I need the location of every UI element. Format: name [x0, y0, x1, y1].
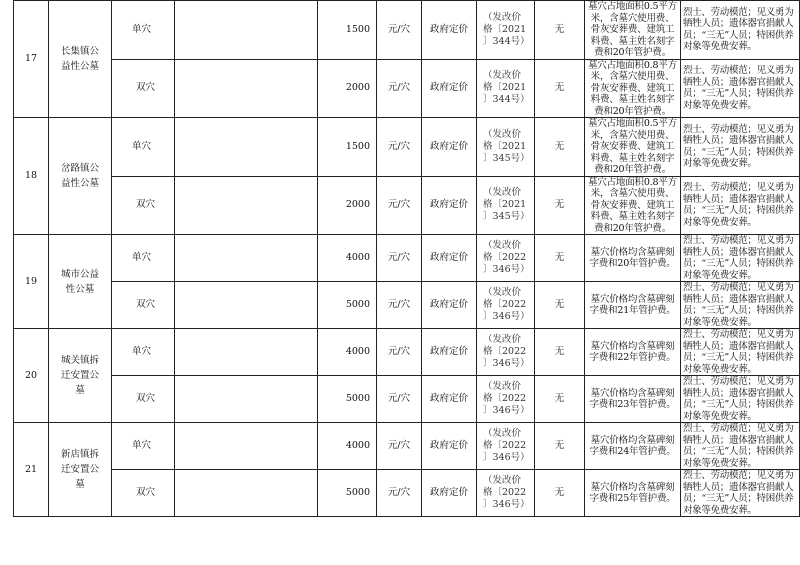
pricing-method: 政府定价	[422, 1, 477, 60]
price-note: 墓穴价格均含墓碑刻字费和20年管护费。	[585, 235, 681, 282]
cemetery-name: 长集镇公益性公墓	[49, 1, 112, 118]
price-note: 墓穴占地面积0.5平方米，含墓穴使用费、骨灰安葬费、建筑工料费、墓主姓名刻字费和20年管护费。	[585, 118, 681, 177]
price-value: 5000	[318, 376, 377, 423]
price-unit: 元/穴	[377, 282, 422, 329]
row-index: 17	[14, 1, 49, 118]
grave-type: 单穴	[112, 329, 175, 376]
policy-document	[477, 376, 535, 423]
policy-document-line: 格〔2022	[483, 252, 527, 263]
extra-fee: 无	[535, 470, 585, 517]
policy-document-line: 格〔2021	[483, 23, 527, 35]
policy-document-line: （发改价	[483, 334, 522, 345]
policy-document-line: 〕346号）	[483, 311, 530, 322]
policy-document-line: （发改价	[483, 428, 522, 439]
empty-cell	[175, 176, 318, 235]
extra-fee: 无	[535, 235, 585, 282]
empty-cell	[175, 282, 318, 329]
free-burial-policy: 烈士、劳动模范；见义勇为牺牲人员；遗体器官捐献人员；“三无”人员；特困供养对象等免费安葬。	[681, 282, 800, 329]
price-note: 墓穴占地面积0.8平方米，含墓穴使用费、骨灰安葬费、建筑工料费、墓主姓名刻字费和20年管护费。	[585, 176, 681, 235]
grave-type: 双穴	[112, 176, 175, 235]
price-unit: 元/穴	[377, 376, 422, 423]
price-value: 4000	[318, 329, 377, 376]
policy-document-line: 格〔2021	[483, 140, 527, 152]
cemetery-name: 新店镇拆迁安置公墓	[49, 423, 112, 517]
policy-document-line: 格〔2021	[483, 82, 527, 94]
extra-fee: 无	[535, 423, 585, 470]
policy-document	[477, 59, 535, 118]
table-row	[14, 329, 800, 376]
price-value: 5000	[318, 282, 377, 329]
policy-document-line: 〕346号）	[483, 499, 530, 510]
extra-fee: 无	[535, 118, 585, 177]
free-burial-policy: 烈士、劳动模范；见义勇为牺牲人员；遗体器官捐献人员；“三无”人员；特困供养对象等免费安葬。	[681, 329, 800, 376]
extra-fee: 无	[535, 329, 585, 376]
cemetery-name: 城关镇拆迁安置公墓	[49, 329, 112, 423]
extra-fee: 无	[535, 176, 585, 235]
empty-cell	[175, 118, 318, 177]
table-row	[14, 59, 800, 118]
price-value: 2000	[318, 176, 377, 235]
policy-document	[477, 1, 535, 60]
price-table-body	[14, 1, 800, 517]
policy-document-line: 〕344号）	[483, 94, 530, 106]
free-burial-policy: 烈士、劳动模范；见义勇为牺牲人员；遗体器官捐献人员；“三无”人员；特困供养对象等免费安葬。	[681, 376, 800, 423]
table-row	[14, 282, 800, 329]
pricing-method: 政府定价	[422, 235, 477, 282]
table-row	[14, 423, 800, 470]
policy-document-line: 格〔2022	[483, 393, 527, 404]
price-table	[13, 0, 800, 517]
price-note: 墓穴占地面积0.8平方米，含墓穴使用费、骨灰安葬费、建筑工料费、墓主姓名刻字费和20年管护费。	[585, 59, 681, 118]
grave-type: 单穴	[112, 235, 175, 282]
grave-type: 单穴	[112, 423, 175, 470]
extra-fee: 无	[535, 59, 585, 118]
policy-document-line: （发改价	[483, 11, 522, 23]
row-index: 19	[14, 235, 49, 329]
policy-document	[477, 235, 535, 282]
price-unit: 元/穴	[377, 1, 422, 60]
price-value: 5000	[318, 470, 377, 517]
policy-document-line: 格〔2022	[483, 346, 527, 357]
table-row	[14, 1, 800, 60]
policy-document-line: 〕344号）	[483, 35, 530, 47]
extra-fee: 无	[535, 282, 585, 329]
free-burial-policy: 烈士、劳动模范；见义勇为牺牲人员；遗体器官捐献人员；“三无”人员；特困供养对象等免费安葬。	[681, 59, 800, 118]
policy-document-line: 〕345号）	[483, 152, 530, 164]
grave-type: 单穴	[112, 1, 175, 60]
price-unit: 元/穴	[377, 235, 422, 282]
empty-cell	[175, 1, 318, 60]
empty-cell	[175, 376, 318, 423]
policy-document-line: 格〔2022	[483, 299, 527, 310]
table-row	[14, 470, 800, 517]
policy-document-line: 格〔2022	[483, 487, 527, 498]
policy-document	[477, 282, 535, 329]
policy-document-line: （发改价	[483, 287, 522, 298]
empty-cell	[175, 59, 318, 118]
price-value: 1500	[318, 1, 377, 60]
price-unit: 元/穴	[377, 118, 422, 177]
policy-document	[477, 423, 535, 470]
policy-document	[477, 470, 535, 517]
grave-type: 双穴	[112, 470, 175, 517]
price-unit: 元/穴	[377, 423, 422, 470]
price-note: 墓穴占地面积0.5平方米，含墓穴使用费、骨灰安葬费、建筑工料费、墓主姓名刻字费和20年管护费。	[585, 1, 681, 60]
table-row	[14, 376, 800, 423]
price-value: 2000	[318, 59, 377, 118]
policy-document-line: 〕345号）	[483, 211, 530, 223]
pricing-method: 政府定价	[422, 376, 477, 423]
table-row	[14, 235, 800, 282]
extra-fee: 无	[535, 1, 585, 60]
empty-cell	[175, 423, 318, 470]
price-unit: 元/穴	[377, 176, 422, 235]
cemetery-name: 城市公益性公墓	[49, 235, 112, 329]
pricing-method: 政府定价	[422, 470, 477, 517]
price-note: 墓穴价格均含墓碑刻字费和24年管护费。	[585, 423, 681, 470]
policy-document-line: 〕346号）	[483, 405, 530, 416]
price-value: 1500	[318, 118, 377, 177]
table-row	[14, 118, 800, 177]
price-note: 墓穴价格均含墓碑刻字费和21年管护费。	[585, 282, 681, 329]
policy-document-line: （发改价	[483, 475, 522, 486]
free-burial-policy: 烈士、劳动模范；见义勇为牺牲人员；遗体器官捐献人员；“三无”人员；特困供养对象等免费安葬。	[681, 176, 800, 235]
policy-document	[477, 329, 535, 376]
policy-document-line: （发改价	[483, 381, 522, 392]
free-burial-policy: 烈士、劳动模范；见义勇为牺牲人员；遗体器官捐献人员；“三无”人员；特困供养对象等免费安葬。	[681, 235, 800, 282]
grave-type: 单穴	[112, 118, 175, 177]
pricing-method: 政府定价	[422, 282, 477, 329]
cemetery-name: 岔路镇公益性公墓	[49, 118, 112, 235]
policy-document	[477, 118, 535, 177]
policy-document-line: 〕346号）	[483, 264, 530, 275]
price-unit: 元/穴	[377, 470, 422, 517]
grave-type: 双穴	[112, 282, 175, 329]
policy-document-line: 〕346号）	[483, 452, 530, 463]
pricing-method: 政府定价	[422, 118, 477, 177]
price-unit: 元/穴	[377, 59, 422, 118]
policy-document-line: （发改价	[483, 70, 522, 82]
policy-document	[477, 176, 535, 235]
policy-document-line: 〕346号）	[483, 358, 530, 369]
empty-cell	[175, 470, 318, 517]
price-note: 墓穴价格均含墓碑刻字费和25年管护费。	[585, 470, 681, 517]
pricing-method: 政府定价	[422, 329, 477, 376]
price-value: 4000	[318, 235, 377, 282]
pricing-method: 政府定价	[422, 423, 477, 470]
table-row	[14, 176, 800, 235]
empty-cell	[175, 329, 318, 376]
extra-fee: 无	[535, 376, 585, 423]
policy-document-line: （发改价	[483, 240, 522, 251]
free-burial-policy: 烈士、劳动模范；见义勇为牺牲人员；遗体器官捐献人员；“三无”人员；特困供养对象等免费安葬。	[681, 423, 800, 470]
policy-document-line: （发改价	[483, 187, 522, 199]
price-unit: 元/穴	[377, 329, 422, 376]
price-value: 4000	[318, 423, 377, 470]
empty-cell	[175, 235, 318, 282]
price-note: 墓穴价格均含墓碑刻字费和22年管护费。	[585, 329, 681, 376]
policy-document-line: 格〔2021	[483, 199, 527, 211]
pricing-method: 政府定价	[422, 176, 477, 235]
free-burial-policy: 烈士、劳动模范；见义勇为牺牲人员；遗体器官捐献人员；“三无”人员；特困供养对象等免费安葬。	[681, 470, 800, 517]
row-index: 18	[14, 118, 49, 235]
grave-type: 双穴	[112, 376, 175, 423]
row-index: 21	[14, 423, 49, 517]
grave-type: 双穴	[112, 59, 175, 118]
free-burial-policy: 烈士、劳动模范；见义勇为牺牲人员；遗体器官捐献人员；“三无”人员；特困供养对象等免费安葬。	[681, 118, 800, 177]
free-burial-policy: 烈士、劳动模范；见义勇为牺牲人员；遗体器官捐献人员；“三无”人员；特困供养对象等免费安葬。	[681, 1, 800, 60]
row-index: 20	[14, 329, 49, 423]
policy-document-line: 格〔2022	[483, 440, 527, 451]
pricing-method: 政府定价	[422, 59, 477, 118]
price-note: 墓穴价格均含墓碑刻字费和23年管护费。	[585, 376, 681, 423]
policy-document-line: （发改价	[483, 128, 522, 140]
